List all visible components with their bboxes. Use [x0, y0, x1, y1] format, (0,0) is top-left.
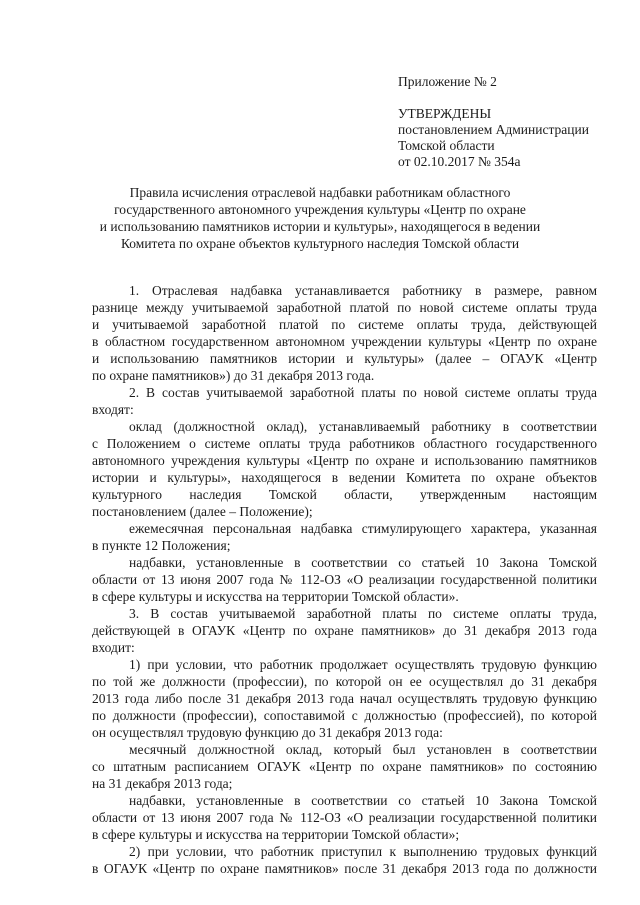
body-line: со штатным расписанием ОГАУК «Центр по охране памятников» по состоянию [92, 759, 597, 774]
body-line: надбавки, установленные в соответствии со статьей 10 Закона Томской [129, 793, 597, 808]
body-line: 3. В состав учитываемой заработной платы по системе оплаты труда, [129, 606, 597, 621]
body-line: он осуществлял трудовую функцию до 31 декабря 2013 года: [92, 725, 443, 740]
body-line: действующей в ОГАУК «Центр по охране памятников» до 31 декабря 2013 года [92, 623, 597, 638]
document-title [92, 184, 548, 252]
document-body [92, 282, 597, 877]
body-line: на 31 декабря 2013 года; [92, 776, 233, 791]
approval-block [398, 106, 589, 170]
body-line: 2) при условии, что работник приступил к выполнению трудовых функций [129, 844, 597, 859]
title-line: государственного автономного учреждения культуры «Центр по охране [114, 202, 526, 217]
approved-date-number: от 02.10.2017 № 354а [398, 154, 521, 169]
body-line: разнице между учитываемой заработной платой по новой системе оплаты труда [92, 300, 597, 315]
body-line: 2013 года либо после 31 декабря 2013 года начал осуществлять трудовую функцию [92, 691, 597, 706]
body-line: входят: [92, 402, 134, 417]
body-line: культурного наследия Томской области, утвержденным настоящим [92, 487, 597, 502]
body-line: в пункте 12 Положения; [92, 538, 231, 553]
appendix-label: Приложение № 2 [398, 74, 497, 89]
body-line: по охране памятников») до 31 декабря 2013 года. [92, 368, 375, 383]
body-line: постановлением (далее – Положение); [92, 504, 313, 519]
body-line: области от 13 июня 2007 года № 112-ОЗ «О реализации государственной политики [92, 810, 597, 825]
body-line: по той же должности (профессии), по которой он ее осуществлял до 31 декабря [92, 674, 597, 689]
body-line: автономного учреждения культуры «Центр по охране и использованию памятников [92, 453, 597, 468]
body-line: месячный должностной оклад, который был установлен в соответствии [129, 742, 597, 757]
body-line: 2. В состав учитываемой заработной платы по новой системе оплаты труда [129, 385, 597, 400]
body-line: с Положением о системе оплаты труда работников областного государственного [92, 436, 597, 451]
body-line: в сфере культуры и искусства на территории Томской области». [92, 589, 459, 604]
title-line: Комитета по охране объектов культурного наследия Томской области [120, 236, 520, 251]
body-line: надбавки, установленные в соответствии со статьей 10 Закона Томской [129, 555, 597, 570]
body-line: и учитываемой заработной платой по системе оплаты труда, действующей [92, 317, 597, 332]
body-line: области от 13 июня 2007 года № 112-ОЗ «О реализации государственной политики [92, 572, 597, 587]
title-line: Правила исчисления отраслевой надбавки работникам областного [129, 185, 511, 200]
body-line: 1. Отраслевая надбавка устанавливается работнику в размере, равном [129, 283, 597, 298]
approved-by: постановлением Администрации [398, 122, 589, 137]
body-line: в ОГАУК «Центр по охране памятников» после 31 декабря 2013 года по должности [92, 861, 597, 876]
body-line: в сфере культуры и искусства на территории Томской области»; [92, 827, 460, 842]
body-line: истории и культуры», находящегося в ведении Комитета по охране объектов [92, 470, 597, 485]
body-line: входит: [92, 640, 135, 655]
body-line: в областном государственном автономном учреждении культуры «Центр по охране [92, 334, 597, 349]
body-line: оклад (должностной оклад), устанавливаемый работнику в соответствии [129, 419, 597, 434]
body-line: 1) при условии, что работник продолжает осуществлять трудовую функцию [129, 657, 597, 672]
title-line: и использованию памятников истории и культуры», находящегося в ведении [99, 219, 541, 234]
approved-region: Томской области [398, 138, 495, 153]
body-line: ежемесячная персональная надбавка стимулирующего характера, указанная [129, 521, 597, 536]
body-line: по должности (профессии), сопоставимой с должностью (профессией), по которой [92, 708, 597, 723]
body-line: и использованию памятников истории и культуры» (далее – ОГАУК «Центр [92, 351, 597, 366]
approved-heading: УТВЕРЖДЕНЫ [398, 106, 492, 121]
